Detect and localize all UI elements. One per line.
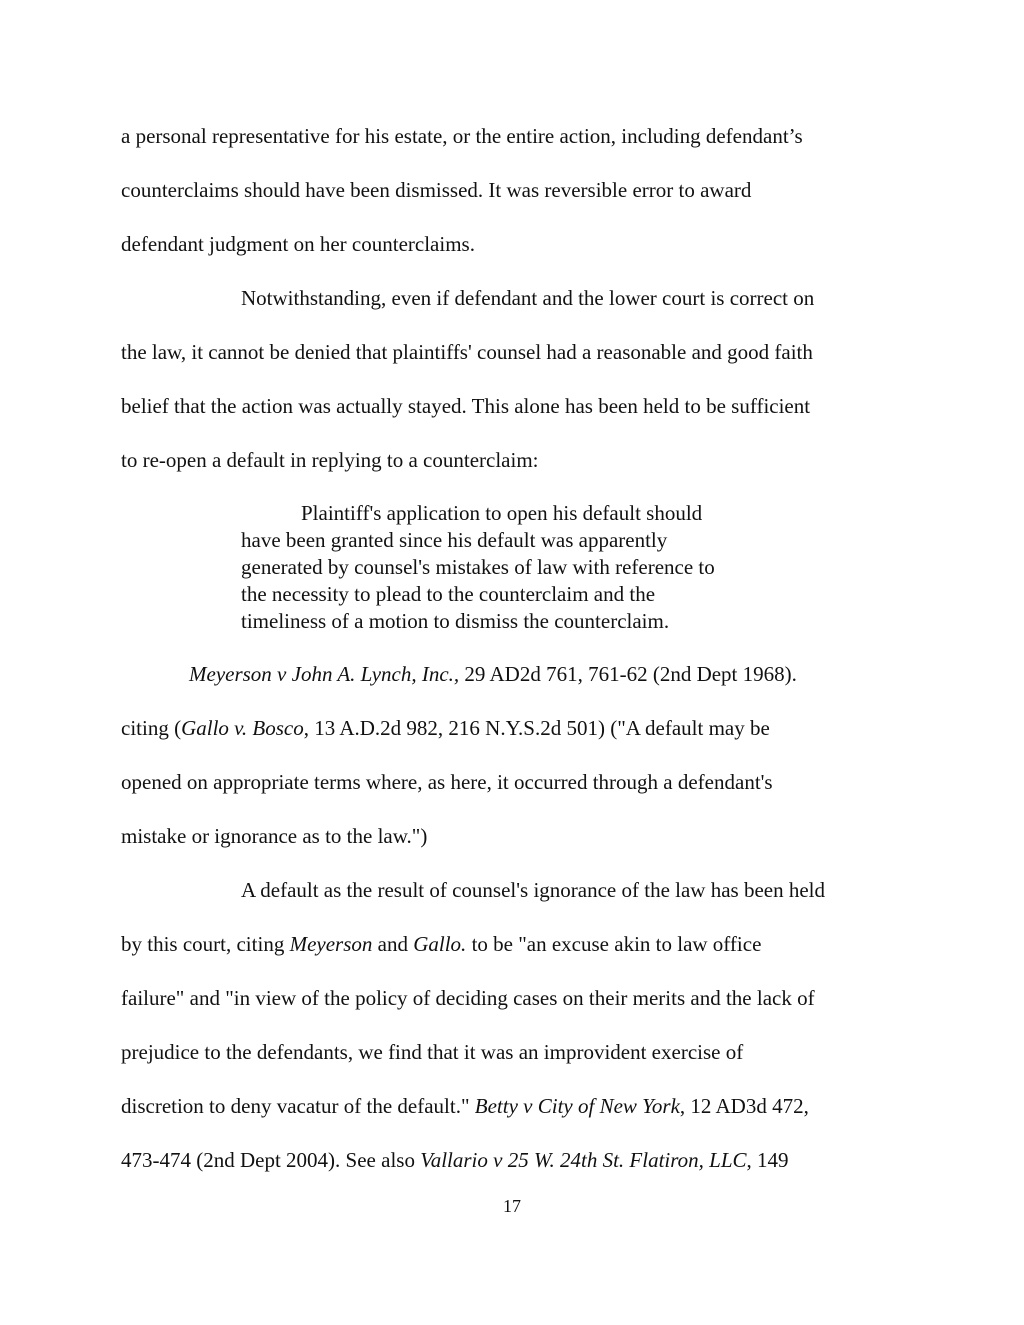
quote-line: Plaintiff's application to open his default should (301, 501, 703, 525)
quote-line: generated by counsel's mistakes of law with reference to (241, 555, 715, 579)
case-name: Gallo v. Bosco (181, 716, 304, 740)
page-number: 17 (503, 1196, 521, 1216)
case-name: Meyerson (289, 932, 373, 956)
body-text-line (121, 932, 761, 956)
text-run: , 149 (746, 1148, 789, 1172)
text-run: and (372, 932, 414, 956)
body-text-line: mistake or ignorance as to the law.") (121, 824, 428, 848)
case-name: Vallario v 25 W. 24th St. Flatiron, LLC (420, 1148, 747, 1172)
text-run: citing ( (121, 716, 182, 740)
text-run: 473-474 (2nd Dept 2004). See also (121, 1148, 421, 1172)
quote-line: have been granted since his default was apparently (241, 528, 668, 552)
case-name: Betty v City of New York (474, 1094, 680, 1118)
citation-line (189, 662, 797, 686)
body-text-line: failure" and "in view of the policy of deciding cases on their merits and the lack of (121, 986, 815, 1010)
body-text-line: defendant judgment on her counterclaims. (121, 232, 475, 256)
body-text-line: the law, it cannot be denied that plaintiffs' counsel had a reasonable and good faith (121, 340, 813, 364)
body-text-line: opened on appropriate terms where, as here, it occurred through a defendant's (121, 770, 773, 794)
body-text-line: counterclaims should have been dismissed. It was reversible error to award (121, 178, 752, 202)
citation-reference: 29 AD2d 761, 761-62 (2nd Dept 1968). (459, 662, 797, 686)
quote-line: the necessity to plead to the counterclaim and the (241, 582, 656, 606)
case-name: Gallo. (413, 932, 467, 956)
text-run: discretion to deny vacatur of the default." (121, 1094, 475, 1118)
body-text-line: A default as the result of counsel's ignorance of the law has been held (241, 878, 826, 902)
body-text-line: prejudice to the defendants, we find that it was an improvident exercise of (121, 1040, 744, 1064)
text-run: by this court, citing (121, 932, 290, 956)
text-run: to be "an excuse akin to law office (466, 932, 762, 956)
body-text-line: a personal representative for his estate, or the entire action, including defendant’s (121, 124, 803, 148)
quote-line: timeliness of a motion to dismiss the counterclaim. (241, 609, 670, 633)
body-text-line (121, 716, 770, 740)
body-text-line (121, 1148, 789, 1172)
case-name: Meyerson v John A. Lynch, Inc., (189, 662, 460, 686)
text-run: , 13 A.D.2d 982, 216 N.Y.S.2d 501) ("A default may be (303, 716, 770, 740)
body-text-line: belief that the action was actually stayed. This alone has been held to be sufficient (121, 394, 811, 418)
body-text-line: Notwithstanding, even if defendant and the lower court is correct on (241, 286, 815, 310)
text-run: , 12 AD3d 472, (679, 1094, 809, 1118)
body-text-line: to re-open a default in replying to a counterclaim: (121, 448, 539, 472)
body-text-line (121, 1094, 809, 1118)
